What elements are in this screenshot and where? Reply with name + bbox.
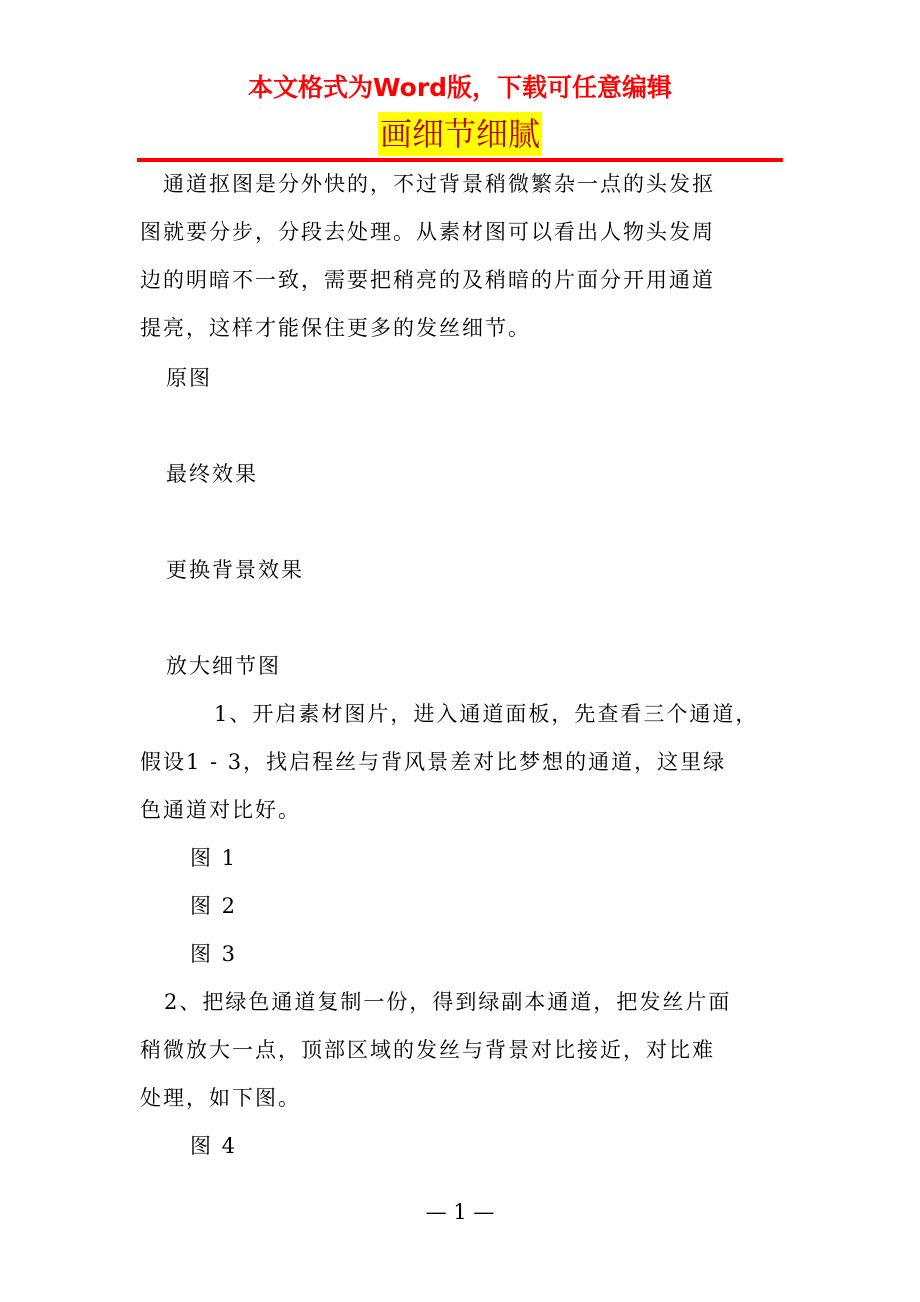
figure-label-4: 图 4 (190, 1134, 238, 1158)
label-final: 最终效果 (166, 462, 258, 486)
title-container (0, 112, 920, 156)
label-original: 原图 (166, 366, 212, 390)
intro-line-3: 边的明暗不一致，需要把稍亮的及稍暗的片面分开用通道 (140, 268, 715, 292)
document-title: 画细节细腻 (378, 112, 542, 156)
format-notice-banner: 本文格式为Word版，下载可任意编辑 (247, 73, 673, 102)
page-number: — 1 — (425, 1200, 495, 1224)
figure-label-1: 图 1 (190, 846, 238, 870)
figure-label-2: 图 2 (190, 894, 238, 918)
step2-line-1: 2、把绿色通道复制一份，得到绿副本通道，把发丝片面 (164, 990, 732, 1014)
intro-line-2: 图就要分步，分段去处理。从素材图可以看出人物头发周 (140, 220, 715, 244)
label-replace-bg: 更换背景效果 (166, 558, 304, 582)
step2-line-3: 处理，如下图。 (140, 1086, 301, 1110)
step2-line-2: 稍微放大一点，顶部区域的发丝与背景对比接近，对比难 (140, 1038, 715, 1062)
header-divider (137, 158, 783, 162)
step1-line-3: 色通道对比好。 (140, 798, 301, 822)
label-zoom-detail: 放大细节图 (166, 654, 281, 678)
intro-line-1: 通道抠图是分外快的，不过背景稍微繁杂一点的头发抠 (140, 172, 715, 196)
step1-line-1: 1、开启素材图片，进入通道面板，先查看三个通道， (214, 702, 759, 726)
step1-line-2: 假设1 - 3，找启程丝与背风景差对比梦想的通道，这里绿 (140, 750, 727, 774)
intro-line-4: 提亮，这样才能保住更多的发丝细节。 (140, 316, 531, 340)
figure-label-3: 图 3 (190, 942, 238, 966)
